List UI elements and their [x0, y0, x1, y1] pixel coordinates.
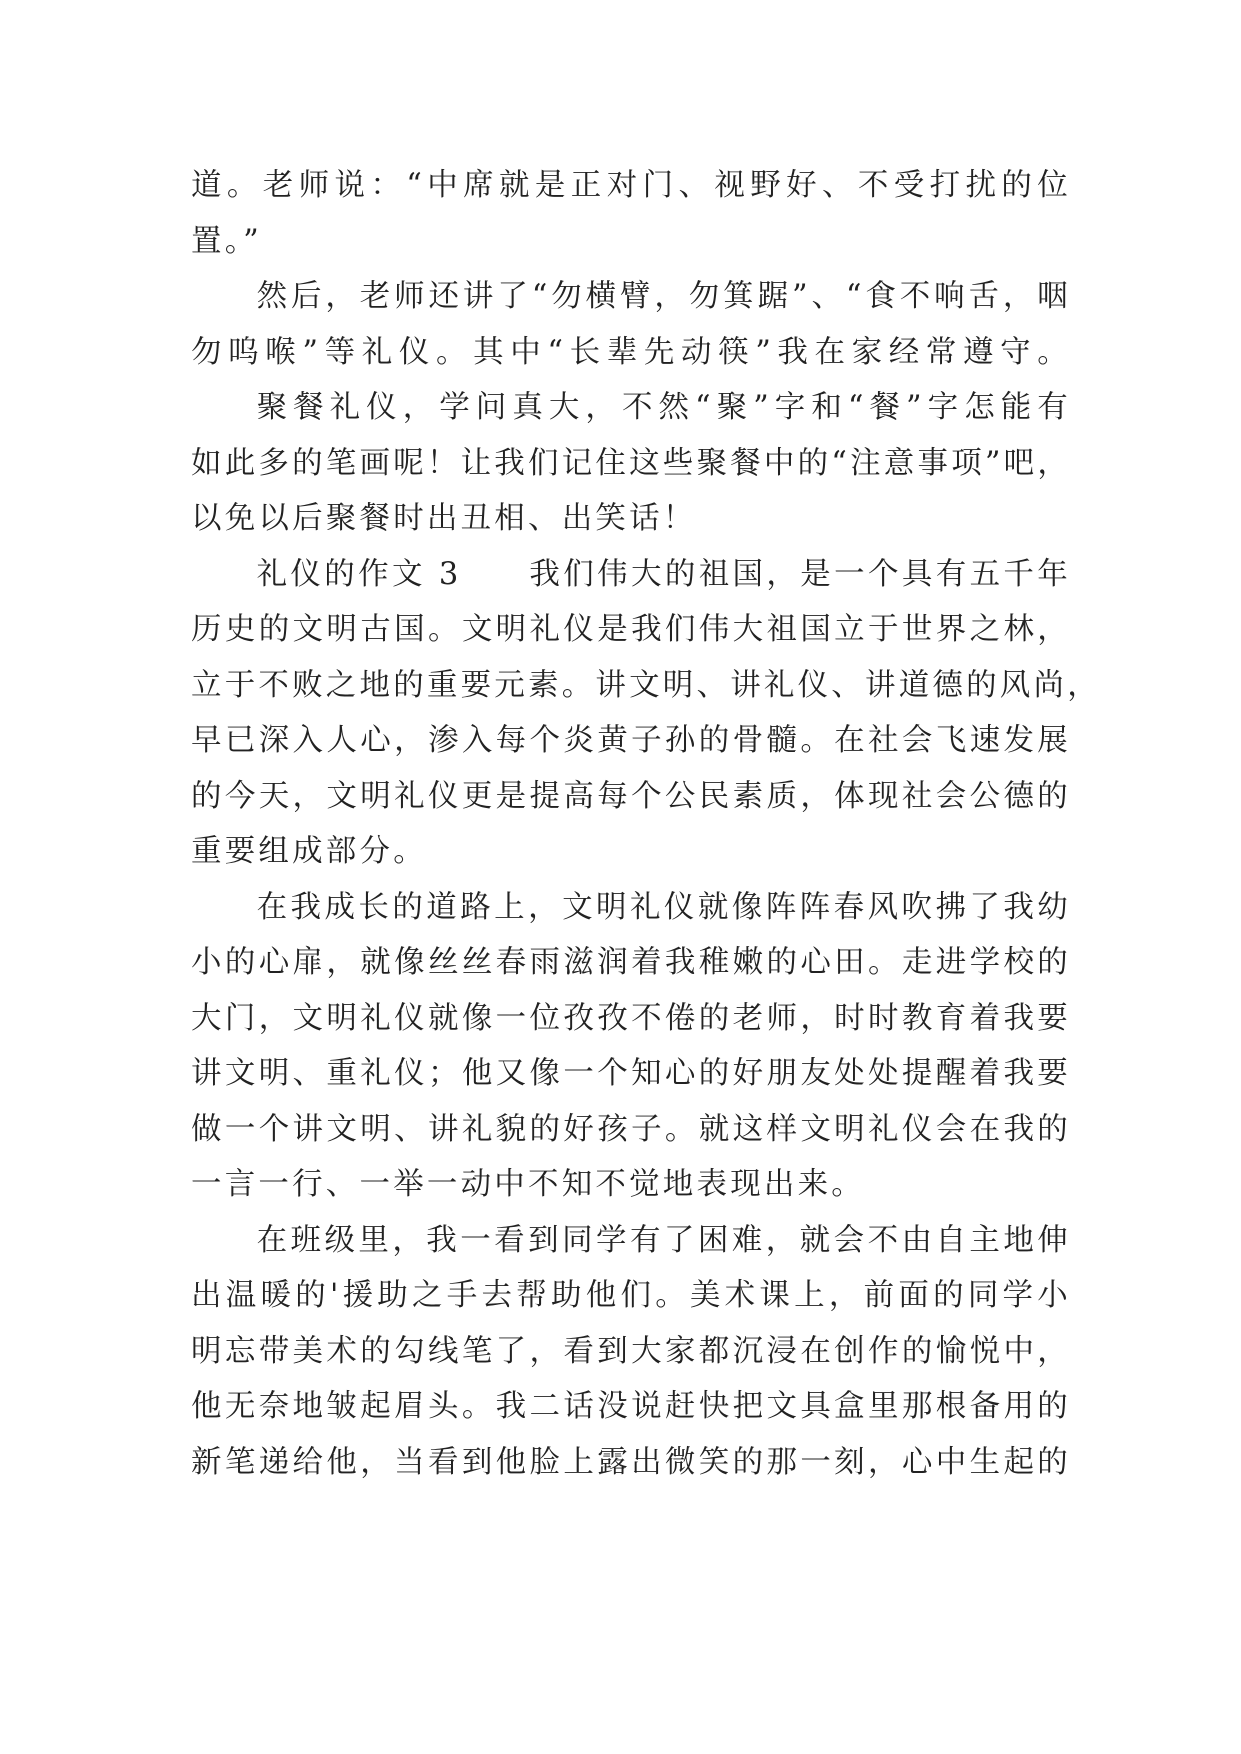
text-line: 立于不败之地的重要元素。讲文明、讲礼仪、讲道德的风尚， [191, 667, 1101, 703]
text-line: 小的心扉，就像丝丝春雨滋润着我稚嫩的心田。走进学校的 [191, 945, 1071, 980]
text-line: 他无奈地皱起眉头。我二话没说赶快把文具盒里那根备用的 [191, 1389, 1071, 1424]
text-line: 讲文明、重礼仪；他又像一个知心的好朋友处处提醒着我要 [191, 1056, 1071, 1091]
text-line: 出温暖的'援助之手去帮助他们。美术课上，前面的同学小 [191, 1278, 1071, 1313]
text-line: 明忘带美术的勾线笔了，看到大家都沉浸在创作的愉悦中， [191, 1333, 1071, 1369]
text-line: 历史的文明古国。文明礼仪是我们伟大祖国立于世界之林， [191, 612, 1071, 647]
text-line: 勿呜喉”等礼仪。其中“长辈先动筷”我在家经常遵守。 [191, 334, 1071, 370]
text-line: 聚餐礼仪，学问真大，不然“聚”字和“餐”字怎能有 [256, 390, 1071, 425]
text-line: 以免以后聚餐时出丑相、出笑话！ [191, 501, 697, 536]
text-line: 大门，文明礼仪就像一位孜孜不倦的老师，时时教育着我要 [191, 1000, 1071, 1036]
text-line: 道。老师说：“中席就是正对门、视野好、不受打扰的位 [191, 168, 1071, 203]
text-line: 在我成长的道路上，文明礼仪就像阵阵春风吹拂了我幼 [256, 889, 1071, 925]
document-body [191, 158, 1101, 1490]
paragraph [191, 1213, 1071, 1491]
text-line: 重要组成部分。 [191, 834, 427, 869]
text-line: 然后，老师还讲了“勿横臂，勿箕踞”、“食不响舌，咽 [256, 279, 1071, 314]
text-line: 置。” [191, 223, 262, 259]
text-line: 在班级里，我一看到同学有了困难，就会不由自主地伸 [256, 1222, 1071, 1258]
text-line: 的今天，文明礼仪更是提高每个公民素质，体现社会公德的 [191, 778, 1071, 814]
paragraph [191, 380, 1071, 547]
text-line: 新笔递给他，当看到他脸上露出微笑的那一刻，心中生起的 [191, 1444, 1071, 1480]
text-line: 礼仪的作文 3 我们伟大的祖国，是一个具有五千年 [256, 556, 1071, 592]
paragraph [191, 547, 1101, 880]
text-line: 如此多的笔画呢！让我们记住这些聚餐中的“注意事项”吧， [191, 445, 1072, 481]
paragraph [191, 269, 1071, 380]
text-line: 一言一行、一举一动中不知不觉地表现出来。 [191, 1167, 865, 1202]
paragraph [191, 880, 1071, 1213]
text-line: 做一个讲文明、讲礼貌的好孩子。就这样文明礼仪会在我的 [191, 1111, 1071, 1147]
text-line: 早已深入人心，渗入每个炎黄子孙的骨髓。在社会飞速发展 [191, 723, 1071, 758]
paragraph [191, 158, 1071, 269]
